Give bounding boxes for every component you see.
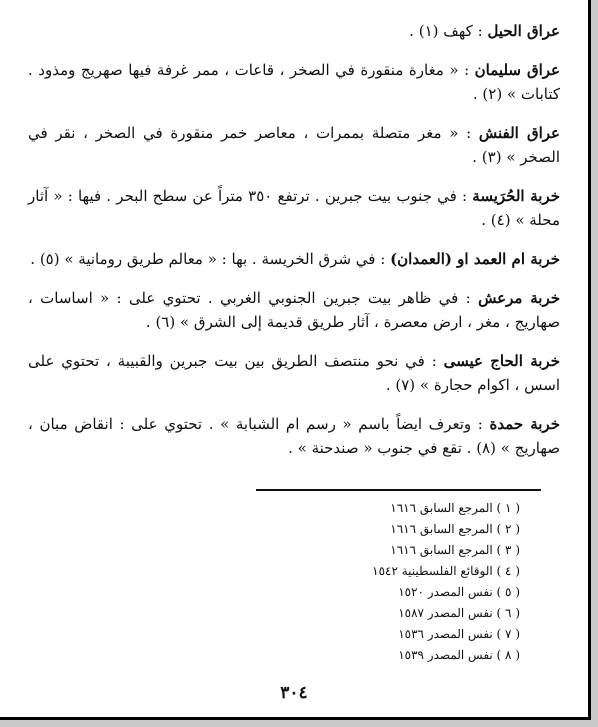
footnote: ( ٧ ) نفس المصدر ١٥٣٦ [398,627,520,641]
footnote: ( ٤ ) الوقائع الفلسطينية ١٥٤٢ [372,564,520,578]
entry-text: : في جنوب بيت جبرين . ترتفع ٣٥٠ متراً عن سطح البحر . فيها : « آثار محلة » (٤) . [28,187,560,229]
entry [28,19,560,43]
page-number: ٣٠٤ [280,683,308,703]
entry-name: خربة مرعش [478,289,560,307]
entry [28,58,560,106]
entry-text: : في نحو منتصف الطريق بين بيت جبرين والقبيبة ، تحتوي على اسس ، اكوام حجارة » (٧) . [28,352,560,394]
footnote: ( ٦ ) نفس المصدر ١٥٨٧ [398,606,520,620]
entry [28,286,560,334]
entry [28,412,560,460]
entry-name: عراق الحيل [487,22,560,40]
footnote: ( ٢ ) المرجع السابق ١٦١٦ [390,522,520,536]
entry-text: : في شرق الخريسة . بها : « معالم طريق رومانية » (٥) . [30,250,386,268]
footnote: ( ٨ ) نفس المصدر ١٥٣٩ [398,648,520,662]
entry [28,184,560,232]
entry [28,121,560,169]
entry-text: : كهف (١) . [409,22,483,40]
entry-text: : « مغر متصلة بممرات ، معاصر خمر منقورة في الصخر ، نقر في الصخر » (٣) . [28,124,560,166]
entry [28,247,560,271]
entry-text: : « مغارة منقورة في الصخر ، قاعات ، ممر غرفة فيها صهريج ومذود . كتابات » (٢) . [28,61,560,103]
entry-name: خربة حمدة [489,415,560,433]
footnote-list [360,498,520,666]
entry-list [28,4,560,470]
footnote: ( ١ ) المرجع السابق ١٦١٦ [390,501,520,515]
entry [28,349,560,397]
footnote: ( ٣ ) المرجع السابق ١٦١٦ [390,543,520,557]
entry-name: خربة الحُرَيسة [472,187,560,205]
entry-name: خربة ام العمد او (العمدان) [390,250,560,268]
entry-name: خربة الحاج عيسى [443,352,560,370]
entry-text: : في ظاهر بيت جبرين الجنوبي الغربي . تحتوي على : « اساسات ، صهاريج ، مغر ، ارض معصرة ، آثار طريق قديمة إلى الشرق » (٦) . [28,289,560,331]
entry-text: : وتعرف ايضاً باسم « رسم ام الشبابة » . تحتوي على : انقاض مبان ، صهاريج » (٨) . تقع في جنوب « صندحنة » . [28,415,560,457]
entry-name: عراق سليمان [474,61,560,79]
footnote-separator [256,489,541,491]
footnote: ( ٥ ) نفس المصدر ١٥٢٠ [398,585,520,599]
entry-name: عراق الفنش [478,124,560,142]
